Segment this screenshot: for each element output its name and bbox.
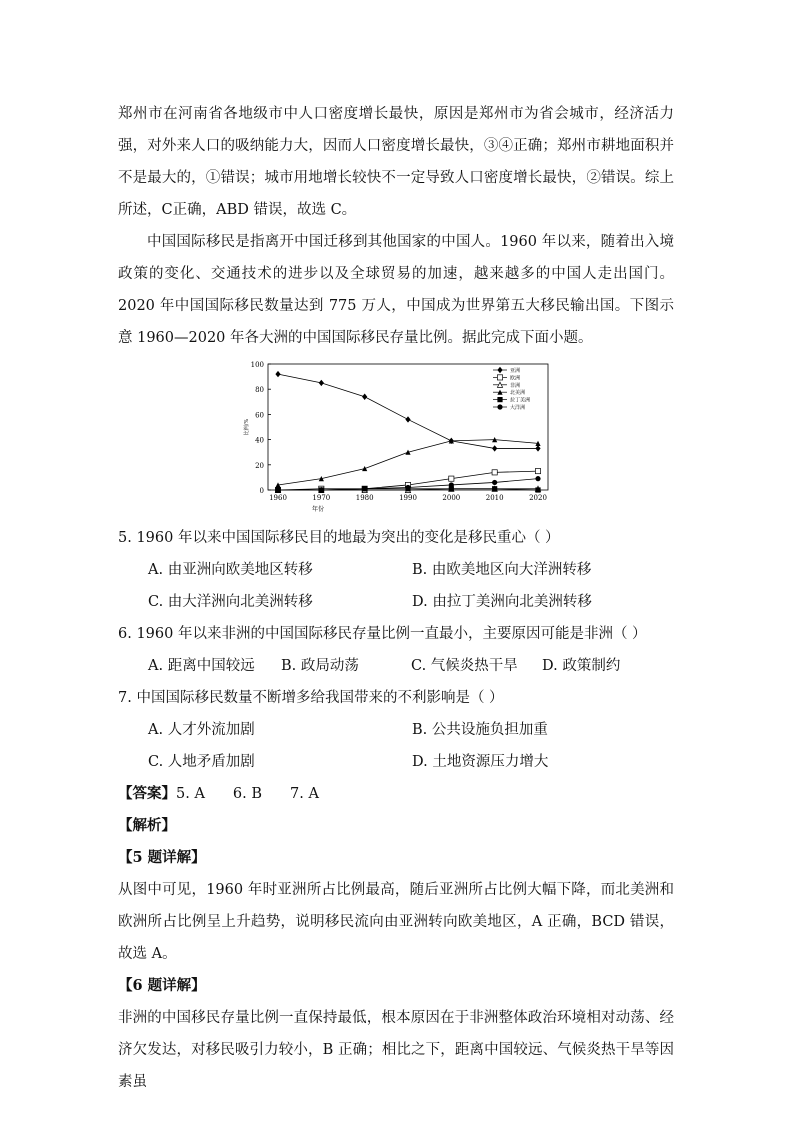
question-6: 6. 1960 年以来非洲的中国国际移民存量比例一直最小，主要原因可能是非洲（ ） [118, 626, 647, 642]
detail-6-label: 【6 题详解】 [118, 977, 206, 994]
point-4-5 [492, 486, 497, 491]
question-5: 5. 1960 年以来中国国际移民目的地最为突出的变化是移民重心（ ） [118, 530, 560, 546]
y-tick-label-5: 100 [250, 361, 264, 369]
legend-label-4: 拉丁美洲 [510, 397, 531, 404]
point-0-3 [405, 416, 410, 422]
point-5-0 [275, 487, 280, 492]
x-tick-label-1: 1970 [312, 494, 331, 502]
answer-6: 6. B [232, 786, 263, 802]
point-1-5 [492, 470, 497, 475]
option-6c: C. 气候炎热干旱 [411, 658, 518, 674]
point-0-2 [362, 394, 367, 400]
y-tick-label-0: 0 [259, 487, 264, 495]
point-5-4 [449, 482, 454, 487]
option-7a: A. 人才外流加剧 [148, 722, 255, 738]
legend-label-3: 北美洲 [510, 390, 526, 397]
analysis-label: 【解析】 [118, 817, 176, 834]
point-4-6 [535, 487, 540, 492]
x-tick-label-4: 2000 [442, 494, 461, 502]
series-line-3 [278, 440, 538, 485]
legend-marker-5 [497, 404, 502, 409]
line-chart [238, 358, 558, 518]
legend-label-1: 欧洲 [510, 375, 521, 382]
plot-frame [268, 364, 548, 490]
point-1-4 [449, 476, 454, 481]
intro-paragraph: 郑州市在河南省各地级市中人口密度增长最快，原因是郑州市为省会城市，经济活力强，对外来人口的吸纳能力大，因而人口密度增长最快，③④正确；郑州市耕地面积并不是最大的，①错误；城市用地增长较快不一定导致人口密度增长最快，②错误。综上所述，C正确，ABD 错误，故选 C。 [118, 106, 674, 218]
question-6-options [118, 650, 674, 682]
question-5-options [118, 554, 674, 618]
option-5a: A. 由亚洲向欧美地区转移 [148, 562, 313, 578]
question-stem: 中国国际移民是指离开中国迁移到其他国家的中国人。1960 年以来，随着出入境政策的变化、交通技术的进步以及全球贸易的加速，越来越多的中国人走出国门。2020 年中国国际移民数量达到 775 万人，中国成为世界第五大移民输出国。下图示意 1960—2020 年各大洲的中国国际移民存量比例。据此完成下面小题。 [118, 234, 674, 346]
answer-row [118, 778, 674, 810]
answer-7: 7. A [290, 786, 319, 802]
point-3-2 [362, 466, 367, 471]
legend-label-0: 亚洲 [510, 368, 521, 374]
y-tick-label-4: 80 [255, 386, 264, 395]
x-tick-label-2: 1980 [355, 494, 374, 502]
detail-5-text: 从图中可见，1960 年时亚洲所占比例最高，随后亚洲所占比例大幅下降，而北美洲和欧洲所占比例呈上升趋势，说明移民流向由亚洲转向欧美地区，A 正确，BCD 错误，故选 A。 [118, 882, 674, 962]
legend-label-2: 非洲 [510, 382, 521, 389]
point-0-1 [319, 380, 324, 386]
point-0-6 [535, 445, 540, 451]
x-tick-label-3: 1990 [399, 494, 417, 502]
question-7: 7. 中国国际移民数量不断增多给我国带来的不利影响是（ ） [118, 690, 504, 706]
option-6a: A. 距离中国较远 [148, 658, 255, 674]
option-7c: C. 人地矛盾加剧 [148, 754, 255, 770]
option-7d: D. 土地资源压力增大 [412, 754, 549, 770]
point-0-0 [275, 371, 280, 377]
detail-6-text: 非洲的中国移民存量比例一直保持最低，根本原因在于非洲整体政治环境相对动荡、经济欠发达，对移民吸引力较小，B 正确；相比之下，距离中国较远、气候炎热干旱等因素虽 [118, 1010, 674, 1090]
x-axis-label: 年份 [311, 506, 325, 513]
point-5-5 [492, 480, 497, 485]
legend-label-5: 大洋洲 [510, 405, 526, 411]
x-tick-label-5: 2010 [485, 494, 504, 502]
answer-label: 【答案】 [118, 785, 176, 802]
point-0-5 [492, 445, 497, 451]
point-5-2 [362, 486, 367, 491]
legend-marker-0 [497, 367, 502, 373]
y-tick-label-2: 40 [255, 436, 264, 445]
question-7-options [118, 714, 674, 778]
y-axis-label: 比例/% [244, 418, 250, 436]
option-6d: D. 政策制约 [542, 658, 621, 674]
legend-marker-4 [497, 397, 502, 402]
legend-marker-1 [497, 375, 502, 380]
answer-5: 5. A [176, 786, 205, 802]
option-5b: B. 由欧美地区向大洋洲转移 [412, 562, 592, 578]
document-content [118, 98, 674, 1098]
y-tick-label-1: 20 [255, 461, 264, 470]
y-tick-label-3: 60 [255, 411, 264, 420]
option-7b: B. 公共设施负担加重 [412, 722, 548, 738]
option-6b: B. 政局动荡 [281, 658, 359, 674]
x-tick-label-0: 1960 [269, 494, 287, 502]
option-5c: C. 由大洋洲向北美洲转移 [148, 594, 313, 610]
point-5-1 [319, 487, 324, 492]
point-5-6 [535, 476, 540, 481]
option-5d: D. 由拉丁美洲向北美洲转移 [412, 594, 592, 610]
x-tick-label-6: 2020 [529, 494, 547, 502]
point-1-6 [535, 469, 540, 474]
migration-chart [118, 354, 674, 522]
point-5-3 [405, 485, 410, 490]
point-3-3 [405, 450, 410, 455]
detail-5-label: 【5 题详解】 [118, 849, 206, 866]
